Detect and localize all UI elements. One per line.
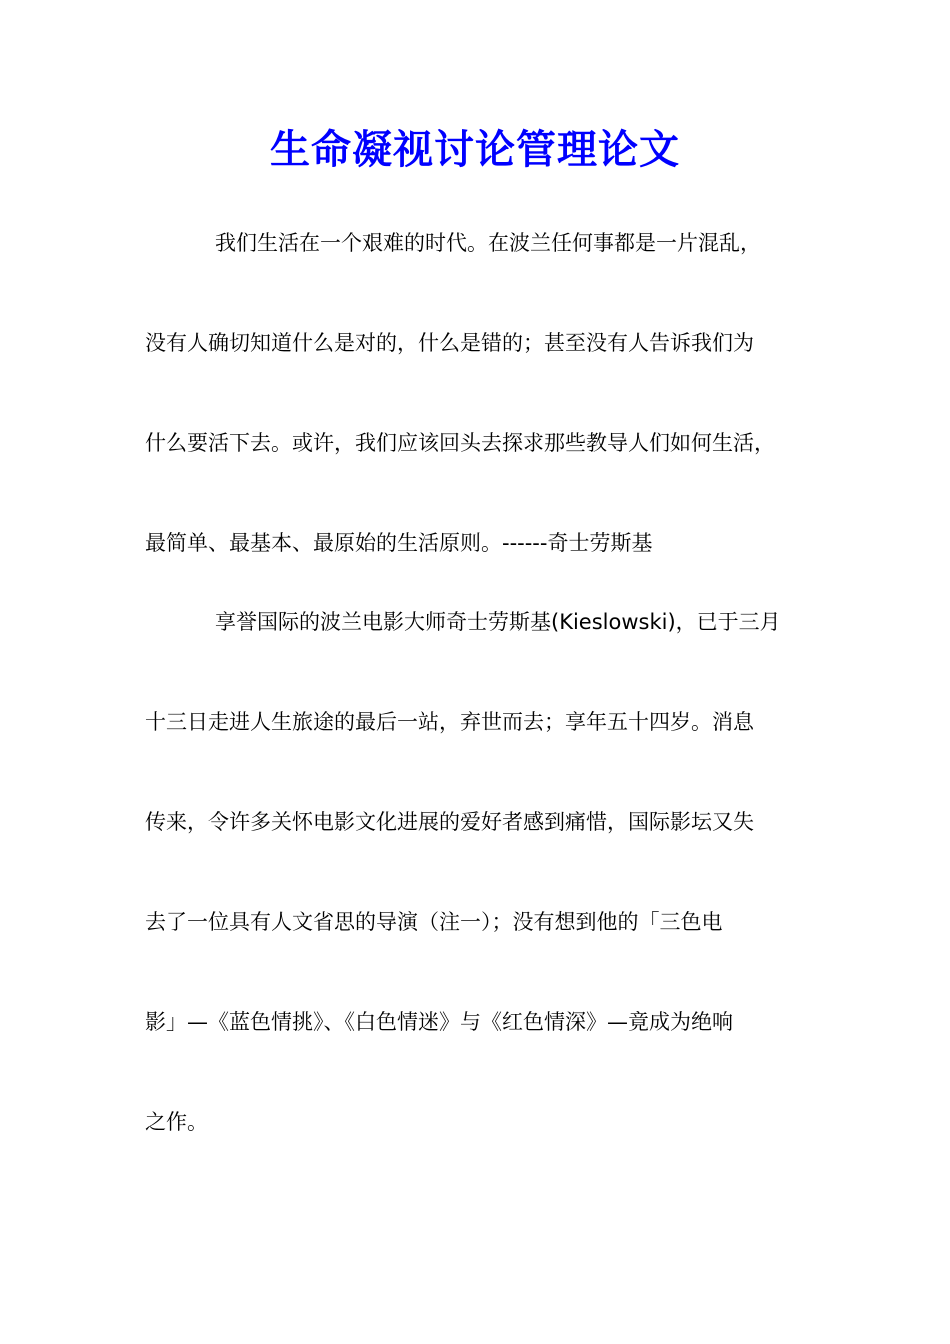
paragraph-2-line-4: 去了一位具有人文省思的导演（注一）；没有想到他的「三色电 bbox=[145, 910, 723, 934]
paragraph-1-line-3: 什么要活下去。或许，我们应该回头去探求那些教导人们如何生活， bbox=[145, 431, 775, 455]
paragraph-2-line-6: 之作。 bbox=[145, 1110, 208, 1134]
paragraph-1-line-4: 最简单、最基本、最原始的生活原则。------奇士劳斯基 bbox=[145, 531, 653, 555]
paragraph-2-line-1: 享誉国际的波兰电影大师奇士劳斯基(Kieslowski)，已于三月 bbox=[215, 610, 781, 634]
paragraph-2-line-5: 影」—《蓝色情挑》、《白色情迷》与《红色情深》—竟成为绝响 bbox=[145, 1010, 733, 1034]
paragraph-1-line-1: 我们生活在一个艰难的时代。在波兰任何事都是一片混乱， bbox=[215, 231, 761, 255]
document-title: 生命凝视讨论管理论文 bbox=[270, 126, 680, 173]
paragraph-2-line-2: 十三日走进人生旅途的最后一站，弃世而去；享年五十四岁。消息 bbox=[145, 710, 754, 734]
paragraph-1-line-2: 没有人确切知道什么是对的，什么是错的；甚至没有人告诉我们为 bbox=[145, 331, 754, 355]
paragraph-2-line-3: 传来，令许多关怀电影文化进展的爱好者感到痛惜，国际影坛又失 bbox=[145, 810, 754, 834]
